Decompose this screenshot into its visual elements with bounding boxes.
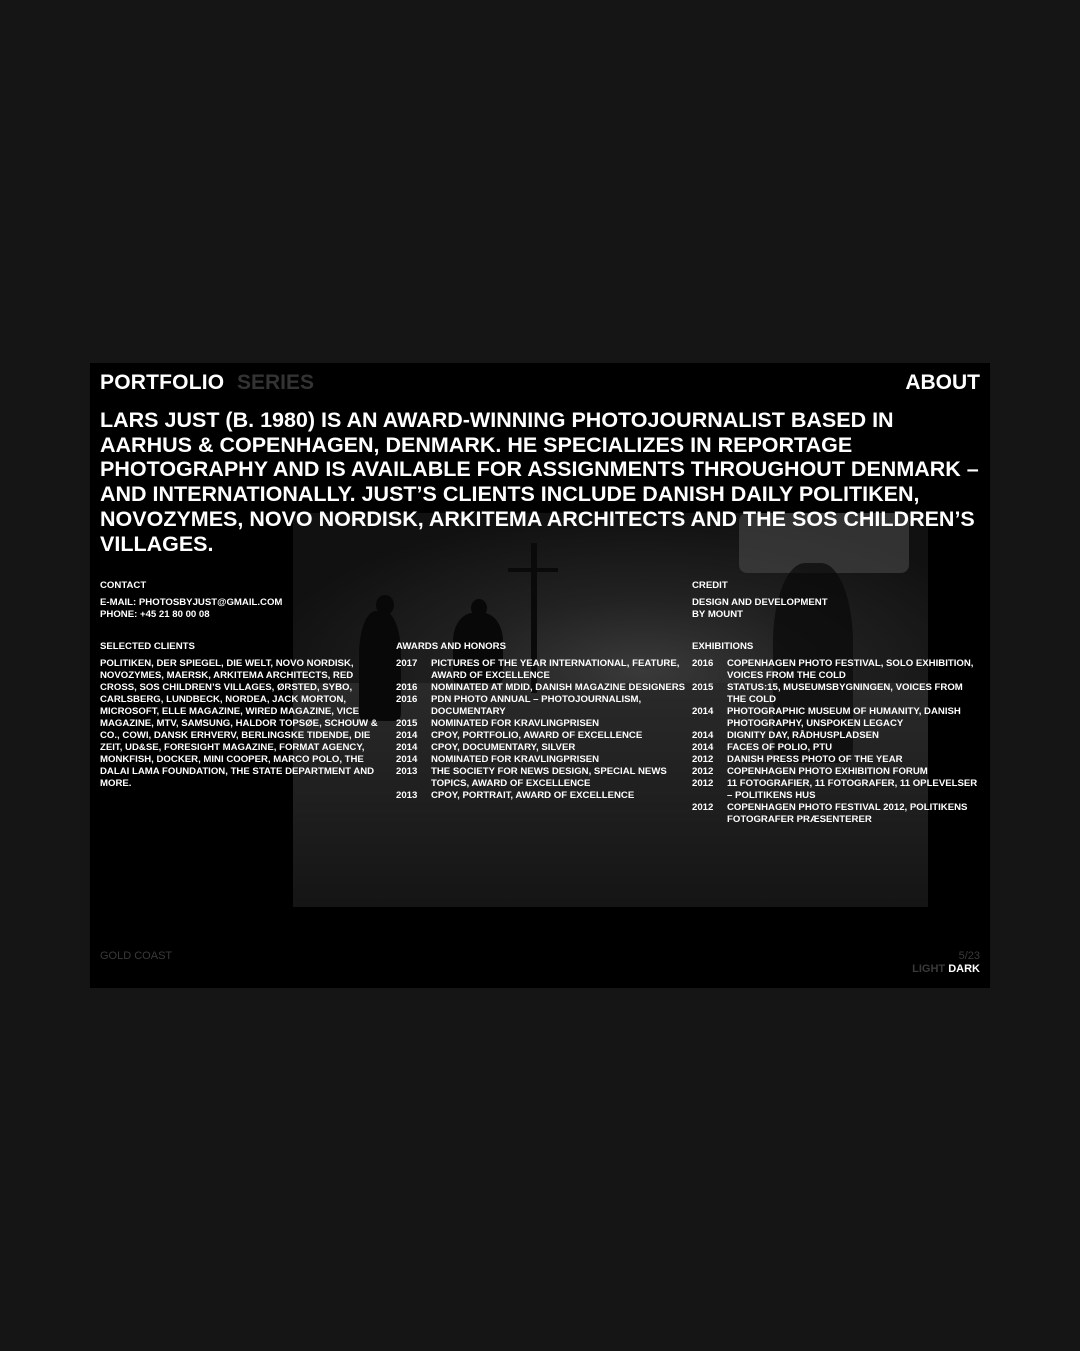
award-row-text: NOMINATED FOR KRAVLINGPRISEN	[431, 718, 600, 729]
exhibition-row-year: 2012	[692, 802, 714, 813]
nav-about-link[interactable]: ABOUT	[905, 371, 980, 394]
portfolio-window	[90, 363, 990, 988]
exhibition-row-text: COPENHAGEN PHOTO FESTIVAL, SOLO EXHIBITION, VOICES FROM THE COLD	[727, 658, 974, 681]
award-row	[396, 682, 686, 694]
exhibition-row-year: 2014	[692, 706, 714, 717]
exhibition-row	[692, 778, 982, 802]
exhibition-row	[692, 658, 982, 682]
award-row-text: CPOY, DOCUMENTARY, SILVER	[431, 742, 576, 753]
award-row-text: NOMINATED AT MDID, DANISH MAGAZINE DESIGNERS	[431, 682, 686, 693]
award-row-year: 2016	[396, 682, 418, 693]
award-row-year: 2014	[396, 730, 418, 741]
exhibition-row	[692, 706, 982, 730]
exhibition-row-year: 2012	[692, 766, 714, 777]
exhibition-row	[692, 754, 982, 766]
contact-heading: CONTACT	[100, 580, 147, 591]
clients-list: POLITIKEN, DER SPIEGEL, DIE WELT, NOVO NORDISK, NOVOZYMES, MAERSK, ARKITEMA ARCHITECTS, RED CROSS, SOS CHILDREN’S VILLAGES, ØRSTED, SYBO, CARLSBERG, LUNDBECK, NORDEA, JACK MORTON, MICROSOFT, ELLE MAGAZINE, WIRED MAGAZINE, VICE MAGAZINE, MTV, SAMSUNG, HALDOR TOPSØE, SCHOUW & CO., COWI, DANSK ERHVERV, BERLINGSKE TIDENDE, DIE ZEIT, UD&SE, FORESIGHT MAGAZINE, FORMAT AGENCY, MONKFISH, DOCKER, MINI COOPER, MARCO POLO, THE DALAI LAMA FOUNDATION, THE STATE DEPARTMENT AND MORE.	[100, 658, 378, 789]
credit-link[interactable]: BY MOUNT	[692, 609, 743, 620]
exhibition-row	[692, 730, 982, 742]
clients-section	[100, 641, 385, 790]
exhibition-row-text: 11 FOTOGRAFIER, 11 FOTOGRAFER, 11 OPLEVELSER – POLITIKENS HUS	[727, 778, 978, 801]
award-row	[396, 718, 686, 730]
exhibition-row	[692, 766, 982, 778]
award-row-text: NOMINATED FOR KRAVLINGPRISEN	[431, 754, 600, 765]
exhibition-row-year: 2016	[692, 658, 714, 669]
award-row	[396, 754, 686, 766]
photo-mast-arm	[508, 568, 558, 572]
intro-paragraph: LARS JUST (B. 1980) IS AN AWARD-WINNING PHOTOJOURNALIST BASED IN AARHUS & COPENHAGEN, DENMARK. HE SPECIALIZES IN REPORTAGE PHOTOGRAPHY AND IS AVAILABLE FOR ASSIGNMENTS THROUGHOUT DENMARK – AND INTERNATIONALLY. JUST’S CLIENTS INCLUDE DANISH DAILY POLITIKEN, NOVOZYMES, NOVO NORDISK, ARKITEMA ARCHITECTS AND THE SOS CHILDREN’S VILLAGES.	[100, 408, 979, 556]
exhibition-row-text: FACES OF POLIO, PTU	[727, 742, 833, 753]
series-title: GOLD COAST	[100, 950, 173, 962]
contact-phone[interactable]: PHONE: +45 21 80 00 08	[100, 609, 210, 620]
award-row	[396, 730, 686, 742]
exhibitions-list	[692, 658, 982, 826]
award-row	[396, 694, 686, 718]
theme-toggle	[912, 963, 980, 975]
award-row-year: 2014	[396, 754, 418, 765]
award-row-text: PICTURES OF THE YEAR INTERNATIONAL, FEATURE, AWARD OF EXCELLENCE	[431, 658, 680, 681]
exhibition-row-year: 2014	[692, 730, 714, 741]
theme-dark-option[interactable]: DARK	[948, 963, 980, 975]
award-row-text: THE SOCIETY FOR NEWS DESIGN, SPECIAL NEWS TOPICS, AWARD OF EXCELLENCE	[431, 766, 667, 789]
award-row-year: 2017	[396, 658, 418, 669]
exhibitions-heading: EXHIBITIONS	[692, 641, 754, 652]
slide-counter: 5/23	[958, 950, 980, 962]
exhibition-row-year: 2012	[692, 778, 714, 789]
exhibition-row-text: COPENHAGEN PHOTO EXHIBITION FORUM	[727, 766, 928, 777]
exhibition-row-text: DANISH PRESS PHOTO OF THE YEAR	[727, 754, 903, 765]
exhibition-row	[692, 802, 982, 826]
exhibition-row-text: PHOTOGRAPHIC MUSEUM OF HUMANITY, DANISH PHOTOGRAPHY, UNSPOKEN LEGACY	[727, 706, 961, 729]
nav-portfolio-link[interactable]: PORTFOLIO	[100, 371, 225, 394]
exhibition-row-year: 2015	[692, 682, 714, 693]
award-row	[396, 742, 686, 754]
contact-email[interactable]: E-MAIL: PHOTOSBYJUST@GMAIL.COM	[100, 597, 283, 608]
credit-line: DESIGN AND DEVELOPMENT	[692, 597, 828, 608]
award-row-year: 2016	[396, 694, 418, 705]
award-row	[396, 766, 686, 790]
award-row-year: 2015	[396, 718, 418, 729]
exhibition-row-text: STATUS:15, MUSEUMSBYGNINGEN, VOICES FROM THE COLD	[727, 682, 963, 705]
awards-heading: AWARDS AND HONORS	[396, 641, 506, 652]
award-row-year: 2014	[396, 742, 418, 753]
awards-list	[396, 658, 686, 802]
credit-heading: CREDIT	[692, 580, 728, 591]
award-row-text: CPOY, PORTRAIT, AWARD OF EXCELLENCE	[431, 790, 635, 801]
nav-series-link[interactable]: SERIES	[237, 371, 315, 394]
contact-section	[100, 580, 390, 621]
exhibition-row	[692, 742, 982, 754]
clients-heading: SELECTED CLIENTS	[100, 641, 195, 652]
award-row	[396, 658, 686, 682]
award-row	[396, 790, 686, 802]
exhibition-row	[692, 682, 982, 706]
exhibition-row-year: 2012	[692, 754, 714, 765]
award-row-text: PDN PHOTO ANNUAL – PHOTOJOURNALISM, DOCUMENTARY	[431, 694, 642, 717]
exhibitions-section	[692, 641, 982, 826]
theme-light-option[interactable]: LIGHT	[912, 963, 946, 975]
awards-section	[396, 641, 686, 802]
award-row-year: 2013	[396, 766, 418, 777]
exhibition-row-text: COPENHAGEN PHOTO FESTIVAL 2012, POLITIKENS FOTOGRAFER PRÆSENTERER	[727, 802, 968, 825]
credit-section	[692, 580, 982, 621]
award-row-year: 2013	[396, 790, 418, 801]
exhibition-row-text: DIGNITY DAY, RÅDHUSPLADSEN	[727, 730, 879, 741]
exhibition-row-year: 2014	[692, 742, 714, 753]
award-row-text: CPOY, PORTFOLIO, AWARD OF EXCELLENCE	[431, 730, 643, 741]
